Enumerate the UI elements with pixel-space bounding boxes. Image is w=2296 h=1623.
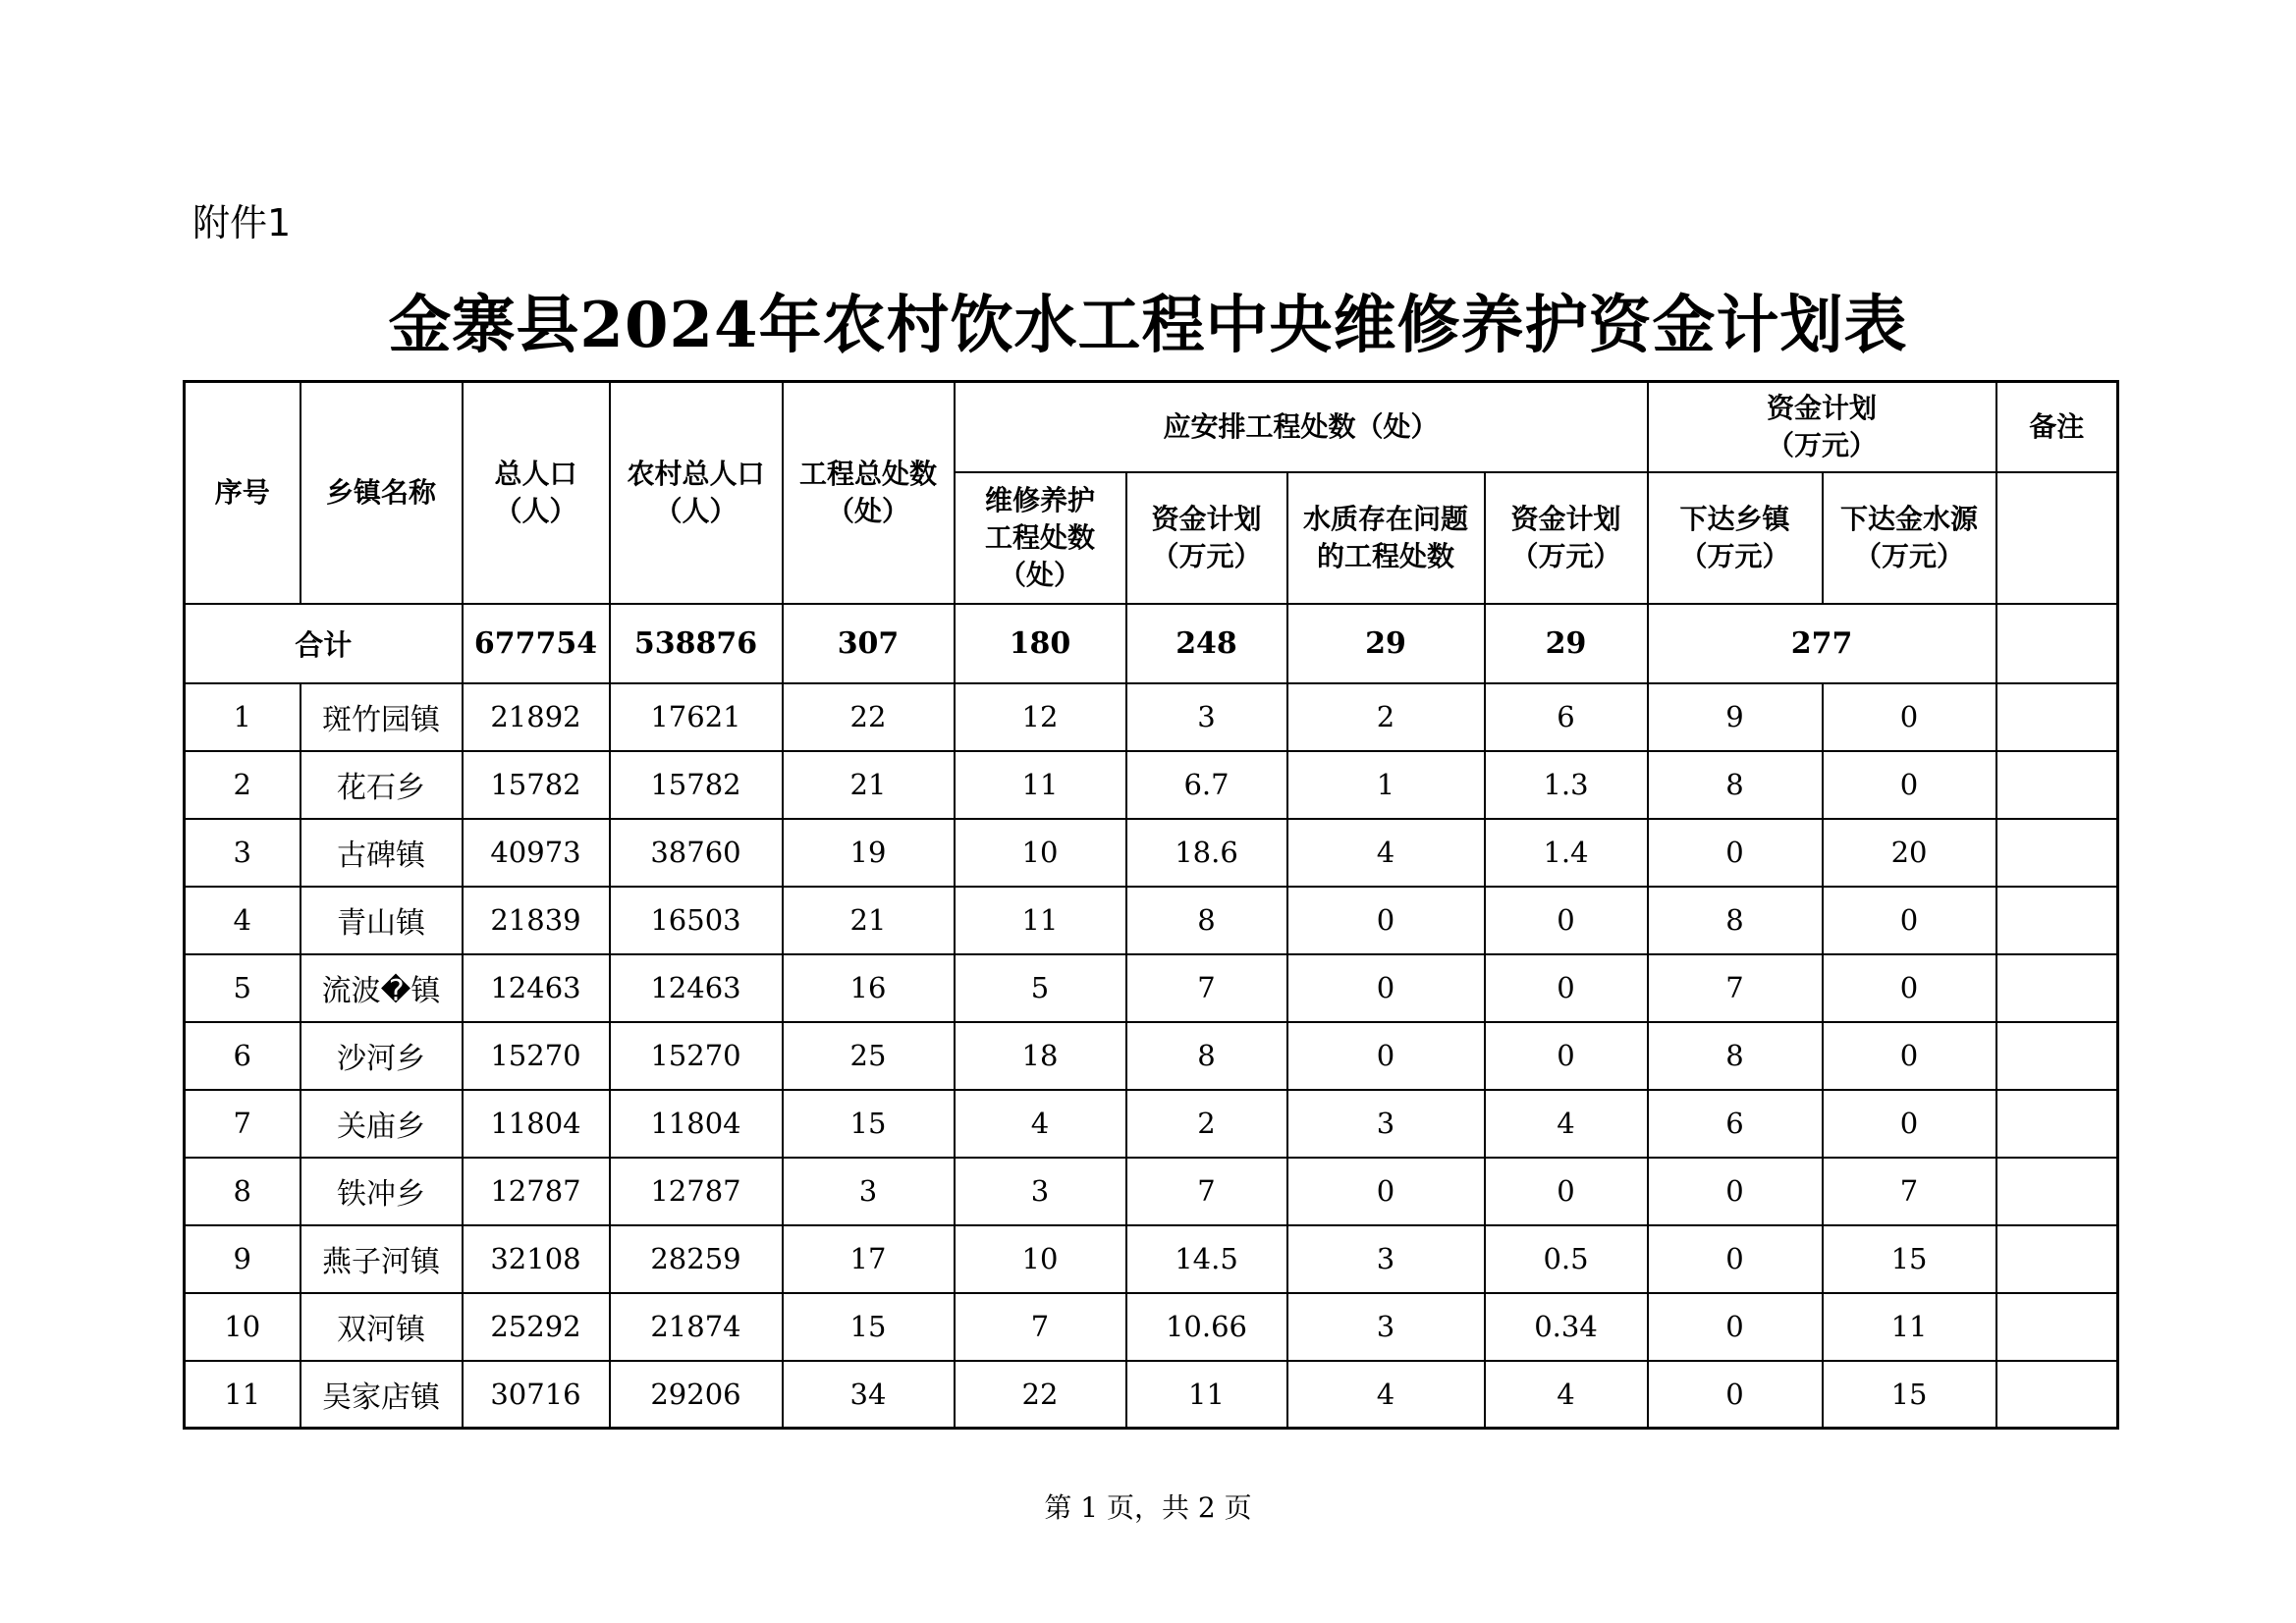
cell-population: 11804 bbox=[463, 1090, 610, 1158]
page-title: 金寨县2024年农村饮水工程中央维修养护资金计划表 bbox=[388, 289, 1908, 362]
cell-to-town: 0 bbox=[1648, 1158, 1823, 1225]
cell-rural-population: 17621 bbox=[610, 683, 783, 751]
cell-rural-population: 16503 bbox=[610, 887, 783, 954]
cell-rural-population: 15270 bbox=[610, 1022, 783, 1090]
cell-town: 双河镇 bbox=[301, 1293, 463, 1361]
header-remark: 备注 bbox=[1996, 382, 2118, 472]
cell-projects-total: 34 bbox=[783, 1361, 955, 1429]
cell-projects-total: 22 bbox=[783, 683, 955, 751]
header-maintenance-line2: 工程处数 bbox=[984, 520, 1095, 554]
totals-projects-total: 307 bbox=[783, 604, 955, 683]
cell-town: 关庙乡 bbox=[301, 1090, 463, 1158]
cell-projects-total: 15 bbox=[783, 1090, 955, 1158]
cell-index: 10 bbox=[185, 1293, 301, 1361]
cell-town: 花石乡 bbox=[301, 751, 463, 819]
cell-town: 沙河乡 bbox=[301, 1022, 463, 1090]
cell-index: 5 bbox=[185, 954, 301, 1022]
header-population-line2: （人） bbox=[494, 494, 577, 527]
cell-water-quality-count: 2 bbox=[1287, 683, 1485, 751]
header-to-jinshuiyuan-line2: （万元） bbox=[1854, 539, 1965, 572]
cell-water-quality-funds: 0 bbox=[1485, 1158, 1648, 1225]
header-projects-total bbox=[783, 382, 955, 604]
cell-maintenance-count: 10 bbox=[955, 1225, 1126, 1293]
cell-maintenance-count: 10 bbox=[955, 819, 1126, 887]
page-footer: 第 1 页，共 2 页 bbox=[1044, 1491, 1252, 1524]
cell-water-quality-funds: 1.4 bbox=[1485, 819, 1648, 887]
cell-to-jinshuiyuan: 0 bbox=[1823, 887, 1996, 954]
cell-remark bbox=[1996, 954, 2118, 1022]
cell-water-quality-funds: 4 bbox=[1485, 1361, 1648, 1429]
cell-to-town: 0 bbox=[1648, 1361, 1823, 1429]
header-index: 序号 bbox=[185, 382, 301, 604]
cell-maintenance-count: 5 bbox=[955, 954, 1126, 1022]
cell-population: 12463 bbox=[463, 954, 610, 1022]
cell-water-quality-funds: 0.5 bbox=[1485, 1225, 1648, 1293]
cell-to-jinshuiyuan: 0 bbox=[1823, 954, 1996, 1022]
cell-remark bbox=[1996, 819, 2118, 887]
cell-index: 11 bbox=[185, 1361, 301, 1429]
header-population bbox=[463, 382, 610, 604]
cell-rural-population: 28259 bbox=[610, 1225, 783, 1293]
totals-water-quality-funds: 29 bbox=[1485, 604, 1648, 683]
header-to-town-line1: 下达乡镇 bbox=[1679, 502, 1790, 535]
header-town: 乡镇名称 bbox=[301, 382, 463, 604]
cell-water-quality-count: 0 bbox=[1287, 1158, 1485, 1225]
cell-maintenance-funds: 6.7 bbox=[1126, 751, 1287, 819]
cell-to-town: 8 bbox=[1648, 751, 1823, 819]
cell-water-quality-count: 3 bbox=[1287, 1090, 1485, 1158]
cell-town: 青山镇 bbox=[301, 887, 463, 954]
cell-rural-population: 12463 bbox=[610, 954, 783, 1022]
cell-water-quality-count: 0 bbox=[1287, 954, 1485, 1022]
cell-remark bbox=[1996, 1090, 2118, 1158]
header-water-quality-funds bbox=[1485, 472, 1648, 604]
attachment-label: 附件1 bbox=[192, 201, 292, 244]
header-water-quality-line2: 的工程处数 bbox=[1316, 539, 1454, 572]
cell-maintenance-count: 11 bbox=[955, 887, 1126, 954]
header-funds-group-line2: （万元） bbox=[1767, 428, 1878, 461]
cell-index: 7 bbox=[185, 1090, 301, 1158]
cell-rural-population: 15782 bbox=[610, 751, 783, 819]
cell-maintenance-funds: 11 bbox=[1126, 1361, 1287, 1429]
cell-to-jinshuiyuan: 0 bbox=[1823, 751, 1996, 819]
cell-to-town: 8 bbox=[1648, 1022, 1823, 1090]
cell-maintenance-count: 12 bbox=[955, 683, 1126, 751]
cell-water-quality-funds: 4 bbox=[1485, 1090, 1648, 1158]
cell-town: 流波�镇 bbox=[301, 954, 463, 1022]
cell-water-quality-funds: 0 bbox=[1485, 887, 1648, 954]
cell-index: 9 bbox=[185, 1225, 301, 1293]
cell-projects-total: 15 bbox=[783, 1293, 955, 1361]
header-arranged-group: 应安排工程处数（处） bbox=[955, 382, 1648, 472]
cell-to-town: 0 bbox=[1648, 1225, 1823, 1293]
cell-index: 1 bbox=[185, 683, 301, 751]
cell-index: 2 bbox=[185, 751, 301, 819]
cell-rural-population: 11804 bbox=[610, 1090, 783, 1158]
cell-to-jinshuiyuan: 15 bbox=[1823, 1225, 1996, 1293]
cell-remark bbox=[1996, 887, 2118, 954]
header-projects-total-line2: （处） bbox=[826, 494, 909, 527]
header-maintenance-funds bbox=[1126, 472, 1287, 604]
cell-population: 32108 bbox=[463, 1225, 610, 1293]
totals-remark bbox=[1996, 604, 2118, 683]
table-row bbox=[185, 1090, 2118, 1158]
cell-water-quality-funds: 1.3 bbox=[1485, 751, 1648, 819]
cell-index: 3 bbox=[185, 819, 301, 887]
cell-maintenance-count: 4 bbox=[955, 1090, 1126, 1158]
table-row bbox=[185, 819, 2118, 887]
totals-rural-population: 538876 bbox=[610, 604, 783, 683]
table-row bbox=[185, 887, 2118, 954]
header-maintenance-line3: （处） bbox=[998, 558, 1081, 591]
cell-maintenance-count: 3 bbox=[955, 1158, 1126, 1225]
cell-water-quality-count: 0 bbox=[1287, 1022, 1485, 1090]
cell-rural-population: 38760 bbox=[610, 819, 783, 887]
cell-water-quality-count: 4 bbox=[1287, 1361, 1485, 1429]
cell-to-jinshuiyuan: 15 bbox=[1823, 1361, 1996, 1429]
table-row bbox=[185, 1293, 2118, 1361]
cell-to-jinshuiyuan: 7 bbox=[1823, 1158, 1996, 1225]
cell-projects-total: 16 bbox=[783, 954, 955, 1022]
cell-remark bbox=[1996, 1225, 2118, 1293]
table-row bbox=[185, 1361, 2118, 1429]
cell-maintenance-funds: 8 bbox=[1126, 1022, 1287, 1090]
cell-maintenance-count: 18 bbox=[955, 1022, 1126, 1090]
header-rural-population-line1: 农村总人口 bbox=[627, 457, 765, 490]
cell-remark bbox=[1996, 1361, 2118, 1429]
header-maintenance-funds-line1: 资金计划 bbox=[1151, 502, 1262, 535]
cell-water-quality-count: 4 bbox=[1287, 819, 1485, 887]
cell-population: 15270 bbox=[463, 1022, 610, 1090]
cell-water-quality-funds: 0.34 bbox=[1485, 1293, 1648, 1361]
cell-to-jinshuiyuan: 0 bbox=[1823, 1022, 1996, 1090]
totals-population: 677754 bbox=[463, 604, 610, 683]
cell-index: 8 bbox=[185, 1158, 301, 1225]
cell-to-town: 0 bbox=[1648, 1293, 1823, 1361]
cell-to-town: 8 bbox=[1648, 887, 1823, 954]
cell-to-town: 9 bbox=[1648, 683, 1823, 751]
totals-funds-total: 277 bbox=[1648, 604, 1996, 683]
header-to-town bbox=[1648, 472, 1823, 604]
header-maintenance-line1: 维修养护 bbox=[984, 483, 1095, 516]
cell-maintenance-count: 22 bbox=[955, 1361, 1126, 1429]
header-projects-total-line1: 工程总处数 bbox=[798, 457, 937, 490]
cell-projects-total: 21 bbox=[783, 751, 955, 819]
header-funds-group-line1: 资金计划 bbox=[1767, 391, 1878, 424]
header-to-town-line2: （万元） bbox=[1679, 539, 1790, 572]
totals-water-quality-count: 29 bbox=[1287, 604, 1485, 683]
cell-town: 铁冲乡 bbox=[301, 1158, 463, 1225]
cell-maintenance-funds: 7 bbox=[1126, 954, 1287, 1022]
cell-population: 15782 bbox=[463, 751, 610, 819]
cell-population: 40973 bbox=[463, 819, 610, 887]
header-water-quality-funds-line1: 资金计划 bbox=[1510, 502, 1621, 535]
header-to-jinshuiyuan bbox=[1823, 472, 1996, 604]
cell-remark bbox=[1996, 751, 2118, 819]
funding-plan-table bbox=[183, 380, 2119, 1430]
cell-population: 21839 bbox=[463, 887, 610, 954]
cell-population: 25292 bbox=[463, 1293, 610, 1361]
cell-to-jinshuiyuan: 20 bbox=[1823, 819, 1996, 887]
cell-maintenance-funds: 2 bbox=[1126, 1090, 1287, 1158]
cell-population: 30716 bbox=[463, 1361, 610, 1429]
cell-water-quality-count: 0 bbox=[1287, 887, 1485, 954]
header-water-quality-funds-line2: （万元） bbox=[1510, 539, 1621, 572]
header-water-quality-count bbox=[1287, 472, 1485, 604]
cell-remark bbox=[1996, 683, 2118, 751]
cell-town: 燕子河镇 bbox=[301, 1225, 463, 1293]
cell-town: 斑竹园镇 bbox=[301, 683, 463, 751]
cell-maintenance-count: 7 bbox=[955, 1293, 1126, 1361]
cell-remark bbox=[1996, 1158, 2118, 1225]
cell-rural-population: 12787 bbox=[610, 1158, 783, 1225]
cell-to-jinshuiyuan: 11 bbox=[1823, 1293, 1996, 1361]
header-funds-group bbox=[1648, 382, 1996, 472]
cell-maintenance-funds: 8 bbox=[1126, 887, 1287, 954]
cell-projects-total: 3 bbox=[783, 1158, 955, 1225]
cell-projects-total: 25 bbox=[783, 1022, 955, 1090]
cell-index: 4 bbox=[185, 887, 301, 954]
header-row-1 bbox=[185, 382, 2118, 472]
totals-maintenance-count: 180 bbox=[955, 604, 1126, 683]
cell-population: 21892 bbox=[463, 683, 610, 751]
totals-maintenance-funds: 248 bbox=[1126, 604, 1287, 683]
header-rural-population-line2: （人） bbox=[654, 494, 738, 527]
header-maintenance-funds-line2: （万元） bbox=[1151, 539, 1262, 572]
cell-index: 6 bbox=[185, 1022, 301, 1090]
cell-water-quality-count: 1 bbox=[1287, 751, 1485, 819]
table-row bbox=[185, 751, 2118, 819]
header-remark-blank bbox=[1996, 472, 2118, 604]
header-to-jinshuiyuan-line1: 下达金水源 bbox=[1840, 502, 1979, 535]
cell-to-town: 7 bbox=[1648, 954, 1823, 1022]
cell-rural-population: 29206 bbox=[610, 1361, 783, 1429]
cell-rural-population: 21874 bbox=[610, 1293, 783, 1361]
cell-water-quality-count: 3 bbox=[1287, 1225, 1485, 1293]
cell-to-town: 0 bbox=[1648, 819, 1823, 887]
cell-maintenance-funds: 3 bbox=[1126, 683, 1287, 751]
cell-maintenance-funds: 7 bbox=[1126, 1158, 1287, 1225]
cell-maintenance-funds: 18.6 bbox=[1126, 819, 1287, 887]
cell-water-quality-funds: 0 bbox=[1485, 954, 1648, 1022]
cell-maintenance-funds: 14.5 bbox=[1126, 1225, 1287, 1293]
header-water-quality-line1: 水质存在问题 bbox=[1302, 502, 1468, 535]
header-rural-population bbox=[610, 382, 783, 604]
totals-row bbox=[185, 604, 2118, 683]
table-row bbox=[185, 1158, 2118, 1225]
cell-to-town: 6 bbox=[1648, 1090, 1823, 1158]
cell-to-jinshuiyuan: 0 bbox=[1823, 683, 1996, 751]
table-row bbox=[185, 683, 2118, 751]
cell-to-jinshuiyuan: 0 bbox=[1823, 1090, 1996, 1158]
cell-remark bbox=[1996, 1293, 2118, 1361]
header-maintenance-count bbox=[955, 472, 1126, 604]
cell-remark bbox=[1996, 1022, 2118, 1090]
cell-town: 古碑镇 bbox=[301, 819, 463, 887]
cell-water-quality-funds: 6 bbox=[1485, 683, 1648, 751]
cell-maintenance-count: 11 bbox=[955, 751, 1126, 819]
cell-town: 吴家店镇 bbox=[301, 1361, 463, 1429]
header-population-line1: 总人口 bbox=[494, 457, 577, 490]
cell-water-quality-funds: 0 bbox=[1485, 1022, 1648, 1090]
table-row bbox=[185, 1225, 2118, 1293]
cell-projects-total: 19 bbox=[783, 819, 955, 887]
cell-water-quality-count: 3 bbox=[1287, 1293, 1485, 1361]
table-row bbox=[185, 1022, 2118, 1090]
totals-label: 合计 bbox=[185, 604, 463, 683]
cell-maintenance-funds: 10.66 bbox=[1126, 1293, 1287, 1361]
cell-projects-total: 21 bbox=[783, 887, 955, 954]
table-row bbox=[185, 954, 2118, 1022]
cell-projects-total: 17 bbox=[783, 1225, 955, 1293]
cell-population: 12787 bbox=[463, 1158, 610, 1225]
